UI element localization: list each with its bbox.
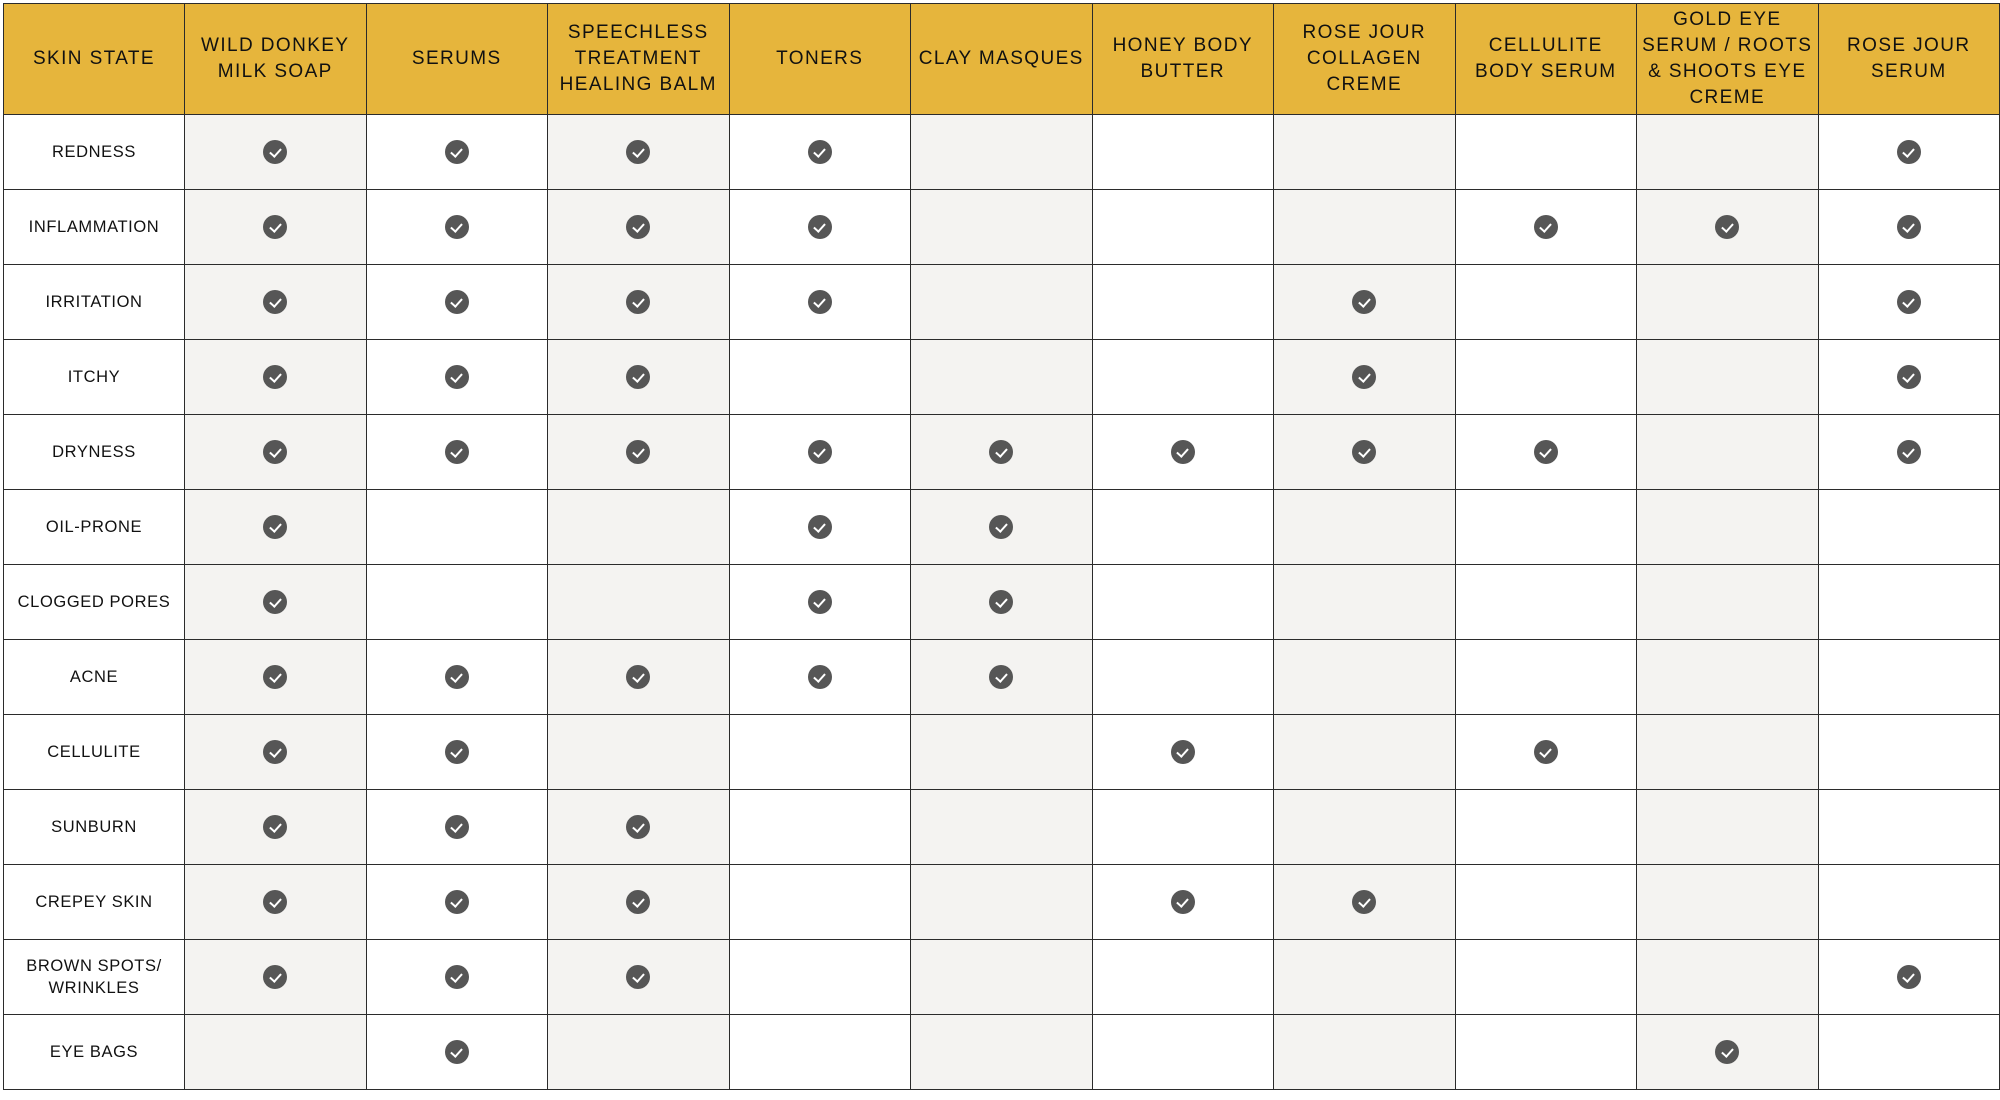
column-header-product: SERUMS bbox=[366, 4, 548, 115]
check-circle-icon bbox=[1171, 740, 1195, 764]
table-row bbox=[4, 865, 2000, 940]
matrix-cell bbox=[366, 865, 548, 940]
skin-state-label: DRYNESS bbox=[4, 415, 185, 490]
matrix-cell bbox=[911, 415, 1093, 490]
check-circle-icon bbox=[445, 215, 469, 239]
matrix-cell bbox=[548, 265, 730, 340]
check-circle-icon bbox=[1715, 1040, 1739, 1064]
matrix-cell bbox=[1818, 865, 2000, 940]
matrix-cell bbox=[1092, 265, 1274, 340]
matrix-cell bbox=[1092, 940, 1274, 1015]
matrix-cell bbox=[729, 940, 911, 1015]
check-circle-icon bbox=[1534, 215, 1558, 239]
matrix-cell bbox=[911, 265, 1093, 340]
matrix-cell bbox=[1092, 1015, 1274, 1090]
table-row bbox=[4, 115, 2000, 190]
matrix-cell bbox=[729, 790, 911, 865]
table-row bbox=[4, 340, 2000, 415]
matrix-cell bbox=[911, 790, 1093, 865]
check-circle-icon bbox=[445, 815, 469, 839]
matrix-cell bbox=[548, 940, 730, 1015]
matrix-cell bbox=[366, 190, 548, 265]
check-circle-icon bbox=[989, 515, 1013, 539]
matrix-cell bbox=[1818, 340, 2000, 415]
matrix-cell bbox=[729, 490, 911, 565]
matrix-cell bbox=[911, 640, 1093, 715]
check-circle-icon bbox=[626, 890, 650, 914]
check-circle-icon bbox=[808, 140, 832, 164]
column-header-product: ROSE JOUR COLLAGEN CREME bbox=[1274, 4, 1456, 115]
check-circle-icon bbox=[1897, 215, 1921, 239]
check-circle-icon bbox=[263, 515, 287, 539]
matrix-cell bbox=[1274, 640, 1456, 715]
column-header-product: ROSE JOUR SERUM bbox=[1818, 4, 2000, 115]
column-header-product: WILD DONKEY MILK SOAP bbox=[185, 4, 367, 115]
check-circle-icon bbox=[1171, 890, 1195, 914]
table-row bbox=[4, 265, 2000, 340]
matrix-cell bbox=[1637, 640, 1819, 715]
matrix-cell bbox=[548, 565, 730, 640]
matrix-cell bbox=[911, 340, 1093, 415]
check-circle-icon bbox=[626, 140, 650, 164]
check-circle-icon bbox=[445, 740, 469, 764]
check-circle-icon bbox=[445, 140, 469, 164]
matrix-cell bbox=[1455, 1015, 1637, 1090]
matrix-cell bbox=[1818, 415, 2000, 490]
skin-state-label: OIL-PRONE bbox=[4, 490, 185, 565]
matrix-cell bbox=[1092, 190, 1274, 265]
check-circle-icon bbox=[626, 215, 650, 239]
matrix-cell bbox=[1274, 715, 1456, 790]
check-circle-icon bbox=[445, 290, 469, 314]
skin-state-label: CLOGGED PORES bbox=[4, 565, 185, 640]
check-circle-icon bbox=[989, 440, 1013, 464]
check-circle-icon bbox=[263, 965, 287, 989]
table-row bbox=[4, 715, 2000, 790]
check-circle-icon bbox=[445, 965, 469, 989]
table-row bbox=[4, 415, 2000, 490]
matrix-cell bbox=[185, 715, 367, 790]
matrix-cell bbox=[548, 715, 730, 790]
matrix-cell bbox=[1637, 340, 1819, 415]
matrix-cell bbox=[548, 340, 730, 415]
matrix-cell bbox=[911, 190, 1093, 265]
table-row bbox=[4, 190, 2000, 265]
skin-state-label: CELLULITE bbox=[4, 715, 185, 790]
matrix-cell bbox=[185, 115, 367, 190]
skin-state-label: INFLAMMATION bbox=[4, 190, 185, 265]
matrix-cell bbox=[366, 340, 548, 415]
check-circle-icon bbox=[263, 740, 287, 764]
matrix-cell bbox=[911, 940, 1093, 1015]
matrix-cell bbox=[1818, 640, 2000, 715]
check-circle-icon bbox=[808, 440, 832, 464]
matrix-cell bbox=[1637, 1015, 1819, 1090]
skin-state-label: IRRITATION bbox=[4, 265, 185, 340]
skin-state-label: ACNE bbox=[4, 640, 185, 715]
matrix-cell bbox=[1455, 565, 1637, 640]
matrix-cell bbox=[548, 190, 730, 265]
check-circle-icon bbox=[263, 290, 287, 314]
matrix-cell bbox=[1455, 640, 1637, 715]
table-row bbox=[4, 790, 2000, 865]
check-circle-icon bbox=[1171, 440, 1195, 464]
check-circle-icon bbox=[1352, 290, 1376, 314]
matrix-cell bbox=[729, 340, 911, 415]
matrix-cell bbox=[1637, 190, 1819, 265]
check-circle-icon bbox=[1534, 440, 1558, 464]
matrix-cell bbox=[1092, 790, 1274, 865]
table-row bbox=[4, 940, 2000, 1015]
matrix-cell bbox=[1818, 115, 2000, 190]
matrix-cell bbox=[1455, 265, 1637, 340]
check-circle-icon bbox=[263, 815, 287, 839]
check-circle-icon bbox=[263, 140, 287, 164]
check-circle-icon bbox=[626, 815, 650, 839]
skin-state-label: BROWN SPOTS/ WRINKLES bbox=[4, 940, 185, 1015]
matrix-cell bbox=[1818, 265, 2000, 340]
matrix-cell bbox=[1818, 790, 2000, 865]
check-circle-icon bbox=[808, 590, 832, 614]
matrix-cell bbox=[1274, 565, 1456, 640]
check-circle-icon bbox=[445, 1040, 469, 1064]
matrix-cell bbox=[185, 940, 367, 1015]
check-circle-icon bbox=[263, 440, 287, 464]
matrix-cell bbox=[729, 1015, 911, 1090]
matrix-cell bbox=[1818, 190, 2000, 265]
matrix-cell bbox=[911, 565, 1093, 640]
matrix-cell bbox=[1092, 865, 1274, 940]
matrix-cell bbox=[185, 640, 367, 715]
check-circle-icon bbox=[808, 665, 832, 689]
column-header-product: HONEY BODY BUTTER bbox=[1092, 4, 1274, 115]
table-row bbox=[4, 640, 2000, 715]
matrix-cell bbox=[1637, 715, 1819, 790]
matrix-cell bbox=[1274, 1015, 1456, 1090]
matrix-cell bbox=[185, 865, 367, 940]
column-header-product: GOLD EYE SERUM / ROOTS & SHOOTS EYE CREME bbox=[1637, 4, 1819, 115]
check-circle-icon bbox=[626, 665, 650, 689]
matrix-cell bbox=[1092, 565, 1274, 640]
matrix-cell bbox=[1818, 1015, 2000, 1090]
check-circle-icon bbox=[263, 890, 287, 914]
matrix-cell bbox=[1455, 865, 1637, 940]
column-header-product: SPEECHLESS TREATMENT HEALING BALM bbox=[548, 4, 730, 115]
check-circle-icon bbox=[1534, 740, 1558, 764]
matrix-cell bbox=[366, 565, 548, 640]
comparison-table bbox=[3, 3, 2000, 1090]
check-circle-icon bbox=[445, 890, 469, 914]
check-circle-icon bbox=[989, 665, 1013, 689]
matrix-cell bbox=[911, 115, 1093, 190]
matrix-cell bbox=[185, 1015, 367, 1090]
matrix-cell bbox=[1274, 190, 1456, 265]
matrix-cell bbox=[729, 190, 911, 265]
column-header-skin-state: SKIN STATE bbox=[4, 4, 185, 115]
matrix-cell bbox=[1274, 490, 1456, 565]
matrix-cell bbox=[366, 940, 548, 1015]
matrix-cell bbox=[366, 715, 548, 790]
matrix-cell bbox=[729, 640, 911, 715]
check-circle-icon bbox=[1897, 440, 1921, 464]
matrix-cell bbox=[1818, 940, 2000, 1015]
skin-state-label: SUNBURN bbox=[4, 790, 185, 865]
check-circle-icon bbox=[626, 965, 650, 989]
check-circle-icon bbox=[1352, 440, 1376, 464]
matrix-cell bbox=[1092, 640, 1274, 715]
matrix-cell bbox=[185, 565, 367, 640]
matrix-cell bbox=[911, 865, 1093, 940]
check-circle-icon bbox=[445, 365, 469, 389]
matrix-cell bbox=[729, 865, 911, 940]
matrix-cell bbox=[366, 490, 548, 565]
matrix-cell bbox=[548, 790, 730, 865]
check-circle-icon bbox=[263, 365, 287, 389]
matrix-cell bbox=[1637, 265, 1819, 340]
table-body bbox=[4, 115, 2000, 1090]
matrix-cell bbox=[1637, 940, 1819, 1015]
matrix-cell bbox=[185, 490, 367, 565]
matrix-cell bbox=[911, 715, 1093, 790]
check-circle-icon bbox=[445, 665, 469, 689]
matrix-cell bbox=[1092, 340, 1274, 415]
matrix-cell bbox=[185, 190, 367, 265]
check-circle-icon bbox=[1897, 365, 1921, 389]
matrix-cell bbox=[548, 490, 730, 565]
matrix-cell bbox=[1274, 865, 1456, 940]
matrix-cell bbox=[1818, 715, 2000, 790]
matrix-cell bbox=[1637, 865, 1819, 940]
matrix-cell bbox=[1455, 415, 1637, 490]
matrix-cell bbox=[1092, 490, 1274, 565]
check-circle-icon bbox=[626, 440, 650, 464]
matrix-cell bbox=[548, 1015, 730, 1090]
matrix-cell bbox=[1092, 415, 1274, 490]
matrix-cell bbox=[729, 115, 911, 190]
matrix-cell bbox=[1274, 415, 1456, 490]
matrix-cell bbox=[1455, 340, 1637, 415]
skin-state-label: CREPEY SKIN bbox=[4, 865, 185, 940]
matrix-cell bbox=[1637, 115, 1819, 190]
matrix-cell bbox=[1637, 415, 1819, 490]
matrix-cell bbox=[366, 415, 548, 490]
skin-state-label: ITCHY bbox=[4, 340, 185, 415]
check-circle-icon bbox=[445, 440, 469, 464]
matrix-cell bbox=[1274, 115, 1456, 190]
check-circle-icon bbox=[808, 515, 832, 539]
matrix-cell bbox=[1455, 790, 1637, 865]
matrix-cell bbox=[729, 565, 911, 640]
header-row bbox=[4, 4, 2000, 115]
matrix-cell bbox=[366, 790, 548, 865]
matrix-cell bbox=[1274, 790, 1456, 865]
check-circle-icon bbox=[808, 290, 832, 314]
matrix-cell bbox=[1818, 565, 2000, 640]
matrix-cell bbox=[1274, 940, 1456, 1015]
matrix-cell bbox=[1274, 340, 1456, 415]
matrix-cell bbox=[366, 1015, 548, 1090]
check-circle-icon bbox=[263, 665, 287, 689]
column-header-product: CLAY MASQUES bbox=[911, 4, 1093, 115]
check-circle-icon bbox=[1352, 890, 1376, 914]
matrix-cell bbox=[1455, 940, 1637, 1015]
check-circle-icon bbox=[1352, 365, 1376, 389]
matrix-cell bbox=[1455, 115, 1637, 190]
skin-state-label: EYE BAGS bbox=[4, 1015, 185, 1090]
check-circle-icon bbox=[1897, 965, 1921, 989]
check-circle-icon bbox=[808, 215, 832, 239]
check-circle-icon bbox=[626, 365, 650, 389]
matrix-cell bbox=[1092, 115, 1274, 190]
matrix-cell bbox=[185, 340, 367, 415]
matrix-cell bbox=[366, 115, 548, 190]
matrix-cell bbox=[729, 265, 911, 340]
matrix-cell bbox=[1637, 790, 1819, 865]
check-circle-icon bbox=[989, 590, 1013, 614]
skin-state-label: REDNESS bbox=[4, 115, 185, 190]
matrix-cell bbox=[729, 415, 911, 490]
matrix-cell bbox=[1637, 565, 1819, 640]
table-row bbox=[4, 1015, 2000, 1090]
matrix-cell bbox=[366, 640, 548, 715]
check-circle-icon bbox=[1715, 215, 1739, 239]
matrix-cell bbox=[366, 265, 548, 340]
check-circle-icon bbox=[1897, 140, 1921, 164]
matrix-cell bbox=[548, 865, 730, 940]
matrix-cell bbox=[911, 1015, 1093, 1090]
table-row bbox=[4, 565, 2000, 640]
matrix-cell bbox=[185, 415, 367, 490]
check-circle-icon bbox=[263, 590, 287, 614]
check-circle-icon bbox=[263, 215, 287, 239]
check-circle-icon bbox=[1897, 290, 1921, 314]
matrix-cell bbox=[1637, 490, 1819, 565]
matrix-cell bbox=[1818, 490, 2000, 565]
matrix-cell bbox=[548, 115, 730, 190]
matrix-cell bbox=[1274, 265, 1456, 340]
table-row bbox=[4, 490, 2000, 565]
skin-state-product-matrix bbox=[3, 3, 2000, 1090]
matrix-cell bbox=[185, 790, 367, 865]
check-circle-icon bbox=[626, 290, 650, 314]
matrix-cell bbox=[1455, 715, 1637, 790]
matrix-cell bbox=[1092, 715, 1274, 790]
table-header bbox=[4, 4, 2000, 115]
matrix-cell bbox=[1455, 190, 1637, 265]
matrix-cell bbox=[729, 715, 911, 790]
matrix-cell bbox=[911, 490, 1093, 565]
matrix-cell bbox=[1455, 490, 1637, 565]
column-header-product: CELLULITE BODY SERUM bbox=[1455, 4, 1637, 115]
matrix-cell bbox=[185, 265, 367, 340]
column-header-product: TONERS bbox=[729, 4, 911, 115]
matrix-cell bbox=[548, 640, 730, 715]
matrix-cell bbox=[548, 415, 730, 490]
